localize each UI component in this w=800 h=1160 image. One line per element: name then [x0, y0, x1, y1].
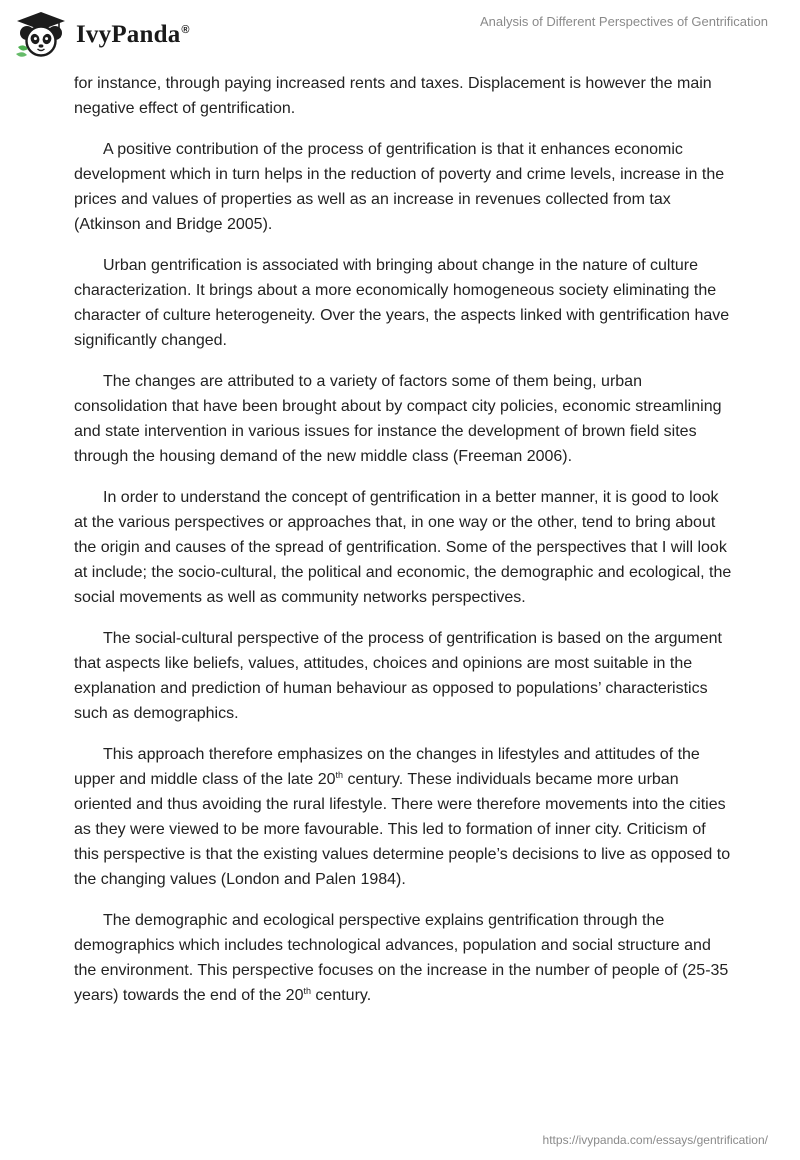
essay-body: [74, 71, 734, 1024]
paragraph: for instance, through paying increased rents and taxes. Displacement is however the main negative effect of gentrification.: [74, 75, 712, 117]
ivypanda-logo[interactable]: [14, 10, 190, 58]
paragraph: In order to understand the concept of gentrification in a better manner, it is good to look at the various perspectives or approaches that, in one way or the other, tend to bring about the origin and causes of the spread of gentrification. Some of the perspectives that I will look at include; the socio-cultural, the political and economic, the demographic and ecological, the social movements as well as community networks perspectives.: [74, 489, 732, 606]
paragraph: This approach therefore emphasizes on the changes in lifestyles and attitudes of the upper and middle class of the late 20th century. These individuals became more urban oriented and thus avoiding the rural lifestyle. There were therefore movements into the cities as they were viewed to be more favourable. This led to formation of inner city. Criticism of this perspective is that the existing values determine people’s decisions to live as opposed to the changing values (London and Palen 1984).: [74, 746, 731, 888]
superscript: th: [335, 770, 344, 780]
document-title: Analysis of Different Perspectives of Gentrification: [479, 14, 768, 29]
paragraph: A positive contribution of the process of gentrification is that it enhances economic development which in turn helps in the reduction of poverty and crime levels, increase in the prices and values of properties as well as an increase in revenues collected from tax (Atkinson and Bridge 2005).: [74, 141, 725, 233]
page-header: [0, 0, 800, 70]
superscript: th: [303, 986, 311, 996]
paragraph: The demographic and ecological perspective explains gentrification through the demographics which includes technological advances, population and social structure and the environment. This perspective focuses on the increase in the number of people of (25-35 years) towards the end of the 20th century.: [74, 912, 729, 1004]
paragraph: The social-cultural perspective of the process of gentrification is based on the argument that aspects like beliefs, values, attitudes, choices and opinions are most suitable in the explanation and prediction of human behaviour as opposed to populations’ characteristics such as demographics.: [74, 630, 722, 722]
registered-mark: ®: [181, 23, 190, 36]
source-url[interactable]: https://ivypanda.com/essays/gentrification/: [542, 1133, 768, 1147]
paragraph: The changes are attributed to a variety of factors some of them being, urban consolidation that have been brought about by compact city policies, economic streamlining and state intervention in various issues for instance the development of brown field sites through the housing demand of the new middle class (Freeman 2006).: [74, 373, 722, 465]
panda-graduate-icon: [14, 10, 68, 58]
brand-name: IvyPanda®: [76, 21, 190, 48]
paragraph: Urban gentrification is associated with bringing about change in the nature of culture characterization. It brings about a more economically homogeneous society eliminating the character of culture heterogeneity. Over the years, the aspects linked with gentrification have significantly changed.: [74, 257, 730, 349]
